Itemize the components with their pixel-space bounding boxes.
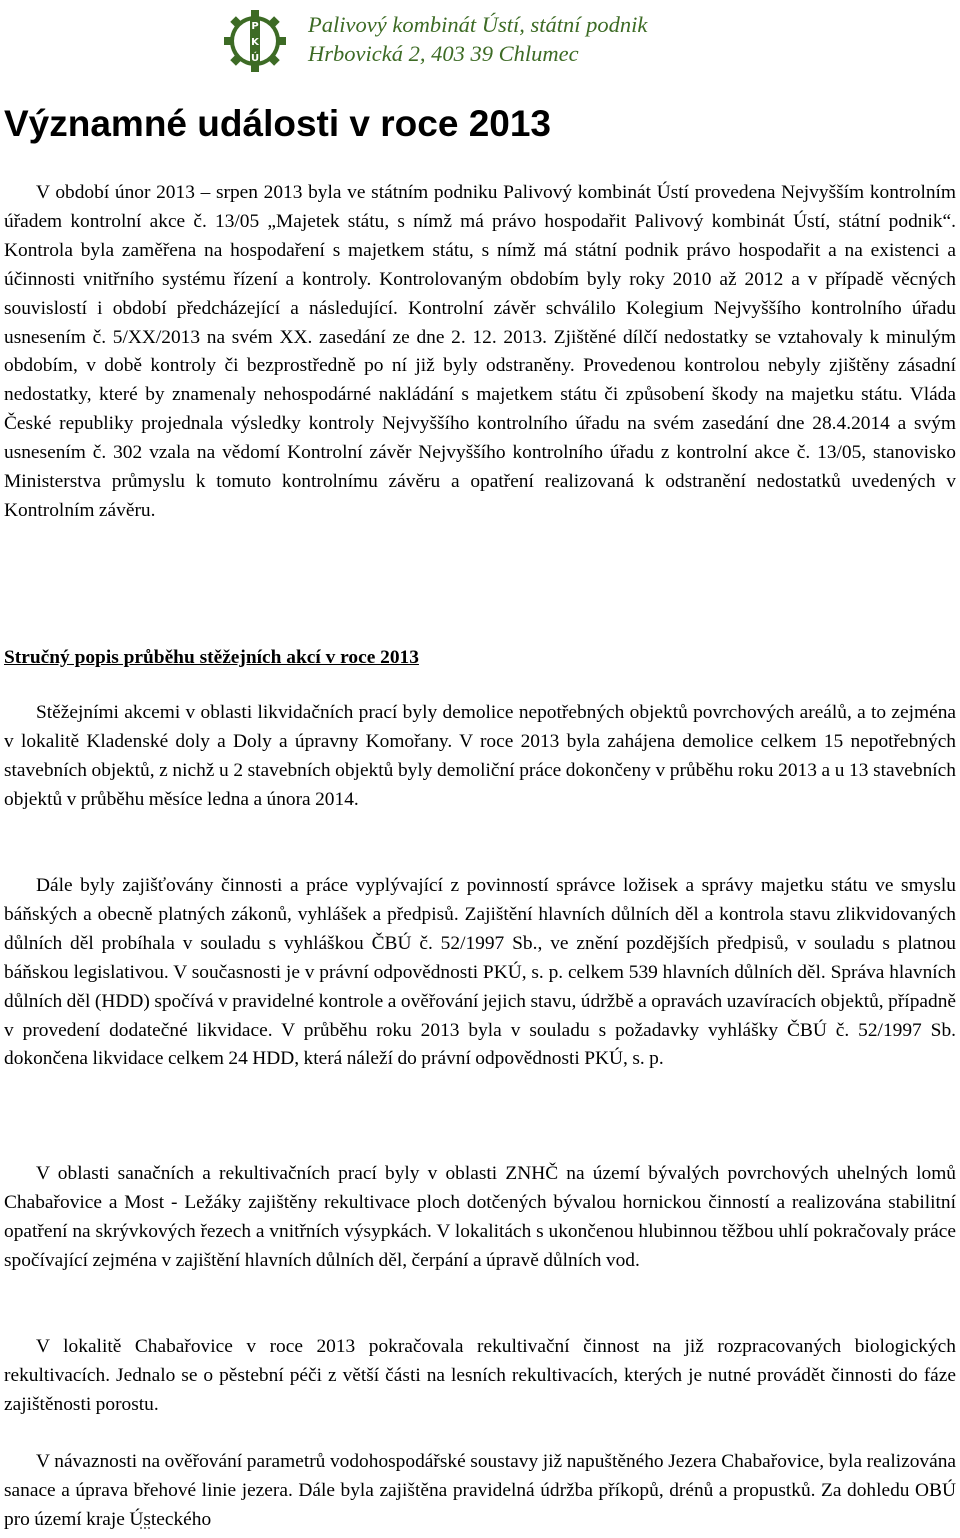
section-heading: Stručný popis průběhu stěžejních akcí v roce 2013: [4, 647, 419, 668]
paragraph-chabarovice: V lokalitě Chabařovice v roce 2013 pokračovala rekultivační činnost na již rozpracovaných biologických rekultivacích. Jednalo se o pěstební péči z větší části na lesních rekultivacích, kterých je nutné provádět činnosti do fáze zajištěnosti porostu.: [4, 1336, 956, 1415]
paragraph-sanace: V oblasti sanačních a rekultivačních prací byly v oblasti ZNHČ na území bývalých povrchových uhelných lomů Chabařovice a Most - Ležáky zajištěny rekultivace ploch dotčených bývalou hornickou činností a realizována stabilitní opatření na skrývkových řezech a vnitřních výsypkách. V lokalitách s ukončenou hlubinnou těžbou uhlí pokračovaly práce spočívající zejména v zajištění hlavních důlních děl, čerpání a úpravě důlních vod.: [4, 1163, 956, 1271]
paragraph-demolice: Stěžejními akcemi v oblasti likvidačních prací byly demolice nepotřebných objektů povrchových areálů, a to zejména v lokalitě Kladenské doly a Doly a úpravny Komořany. V roce 2013 byla zahájena demolice celkem 15 nepotřebných stavebních objektů, z nichž u 2 stavebních objektů byly demoliční práce dokončeny v průběhu roku 2013 a u 13 stavebních objektů v průběhu měsíce ledna a února 2014.: [4, 702, 956, 810]
logo-letter-k: K: [251, 37, 259, 48]
paragraph-jezero: V návaznosti na ověřování parametrů vodohospodářské soustavy již napuštěného Jezera Chabařovice, byla realizována sanace a úprava břehové linie jezera. Dále byla zajištěna pravidelná údržba příkopů, drénů a propustků. Za dohledu OBÚ pro území kraje Ústeckého: [4, 1451, 956, 1530]
company-name: [308, 10, 647, 68]
company-line-1: Palivový kombinát Ústí, státní podnik: [308, 12, 648, 37]
paragraph-spravy-majetku: Dále byly zajišťovány činnosti a práce vyplývající z povinností správce ložisek a správy majetku státu ve smyslu báňských a obecně platných zákonů, vyhlášek a předpisů. Zajištění hlavních důlních děl a kontrola stavu zlikvidovaných důlních děl probíhala v souladu s vyhláškou ČBÚ č. 52/1997 Sb., ve znění pozdějších předpisů, v souladu s platnou báňskou legislativou. V současnosti je v právní odpovědnosti PKÚ, s. p. celkem 539 hlavních důlních děl. Správa hlavních důlních děl (HDD) spočívá v pravidelné kontrole a ověřování jejich stavu, údržbě a opravách uzavíracích objektů, případně v provedení dodatečné likvidace. V průběhu roku 2013 byla v souladu s požadavky vyhlášky ČBÚ č. 52/1997 Sb. dokončena likvidace celkem 24 HDD, která náleží do právní odpovědnosti PKÚ, s. p.: [4, 875, 956, 1070]
pku-logo-icon: [224, 10, 286, 72]
page-title: Významné události v roce 2013: [4, 103, 552, 144]
dotted-mark: [140, 1527, 150, 1531]
company-address: Hrbovická 2, 403 39 Chlumec: [308, 41, 579, 66]
letterhead: [224, 10, 824, 72]
intro-paragraph: V období únor 2013 – srpen 2013 byla ve státním podniku Palivový kombinát Ústí provedena Nejvyšším kontrolním úřadem kontrolní akce č. 13/05 „Majetek státu, s nímž má právo hospodařit Palivový kombinát Ústí, státní podnik“. Kontrola byla zaměřena na hospodaření s majetkem státu, s nímž má státní podnik právo hospodařit a na existenci a účinnosti vnitřního systému řízení a kontroly. Kontrolovaným obdobím byly roky 2010 až 2012 a v případě věcných souvislostí i období předcházející a následující. Kontrolní závěr schválilo Kolegium Nejvyššího kontrolního úřadu usnesením č. 5/XX/2013 na svém XX. zasedání ze dne 2. 12. 2013. Zjištěné dílčí nedostatky se vztahovaly k minulým obdobím, v době kontroly či bezprostředně po ní již byly odstraněny. Provedenou kontrolou nebyly zjištěny zásadní nedostatky, které by znamenaly nehospodárné nakládání s majetkem státu či způsobení škody na majetku státu. Vláda České republiky projednala výsledky kontroly Nejvyššího kontrolního úřadu na svém zasedání dne 28.4.2014 a svým usnesením č. 302 vzala na vědomí Kontrolní závěr Nejvyššího kontrolního úřadu z kontrolní akce č. 13/05, stanovisko Ministerstva průmyslu k tomuto kontrolnímu závěru a opatření realizovaná k odstranění nedostatků uvedených v Kontrolním závěru.: [4, 182, 956, 521]
logo-letter-u: Ú: [250, 53, 260, 64]
logo-letter-p: P: [251, 21, 259, 32]
